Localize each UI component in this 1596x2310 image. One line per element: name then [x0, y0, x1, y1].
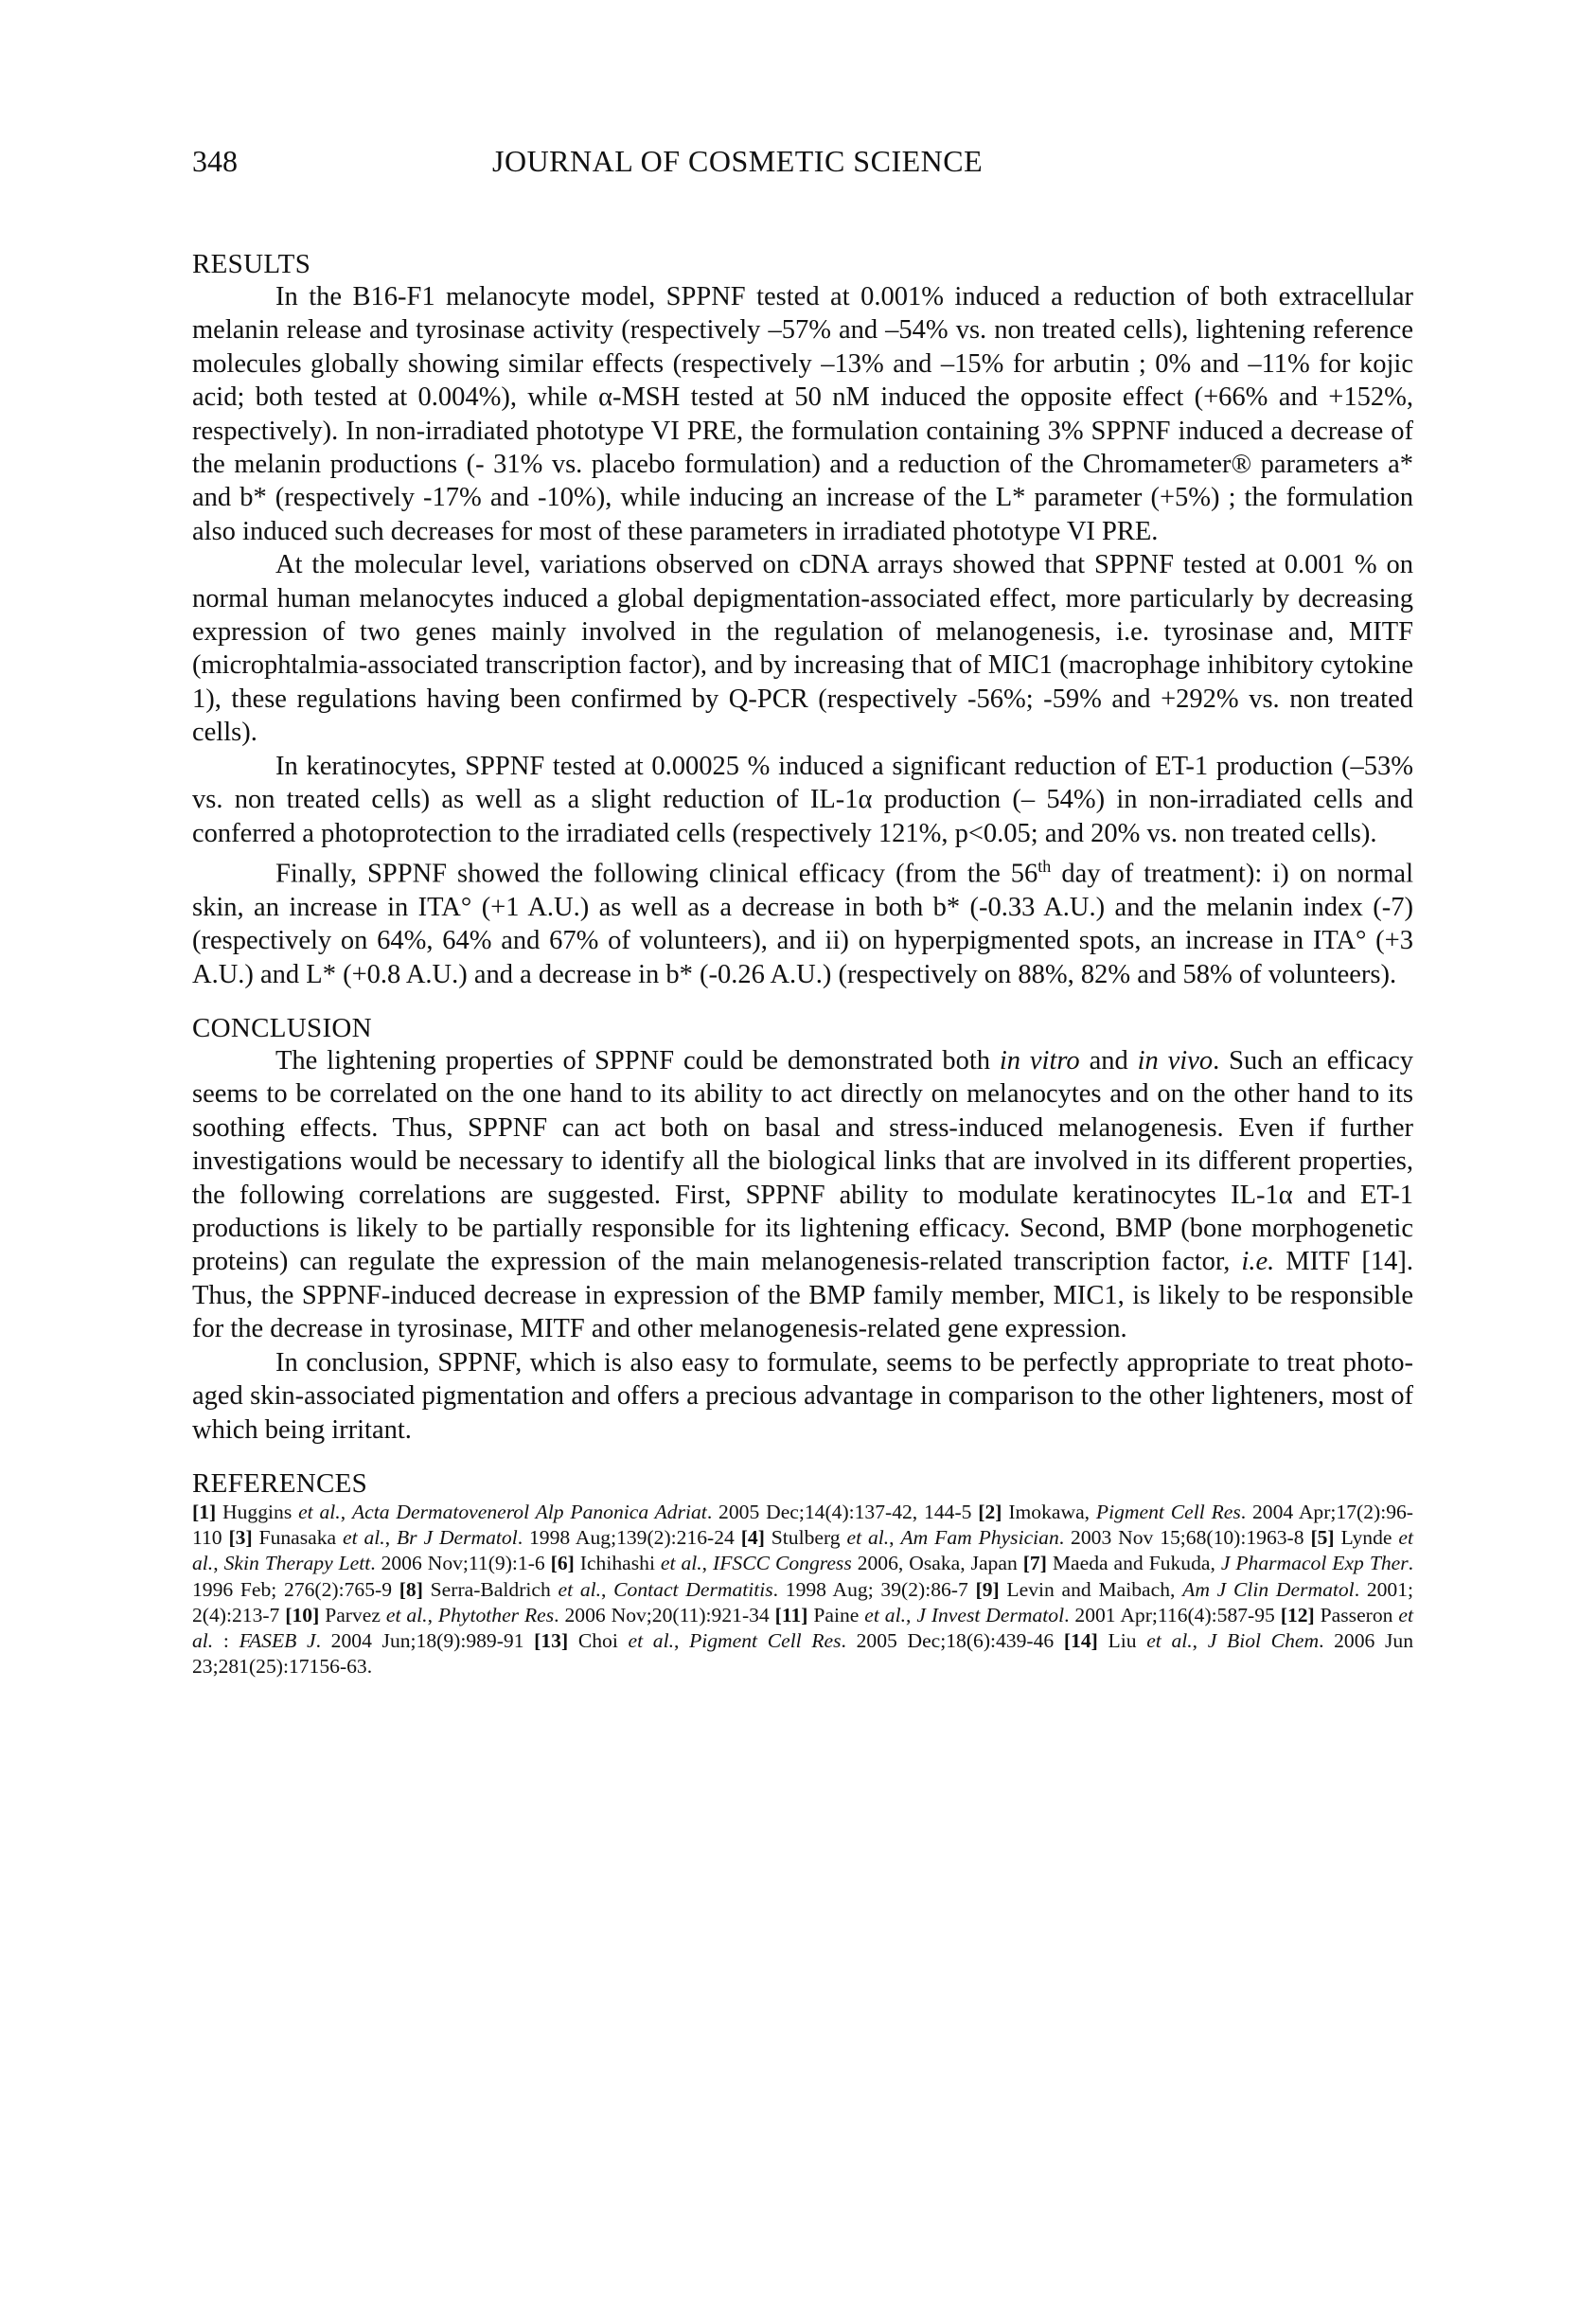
reference-journal: Br J Dermatol — [396, 1526, 518, 1550]
reference-separator: , — [701, 1552, 714, 1575]
reference-authors: Maeda and Fukuda, — [1046, 1552, 1221, 1575]
reference-number: [7] — [1022, 1552, 1047, 1575]
results-heading: RESULTS — [192, 249, 311, 279]
reference-authors: Imokawa, — [1002, 1500, 1096, 1523]
reference-separator: , — [889, 1526, 901, 1550]
reference-authors: Parvez — [319, 1603, 386, 1626]
reference-number: [8] — [399, 1577, 423, 1601]
conclusion-section — [192, 1012, 1413, 1447]
reference-separator: , — [213, 1552, 224, 1575]
reference-journal: J Invest Dermatol — [916, 1603, 1065, 1626]
results-section — [192, 248, 1413, 991]
reference-number: [9] — [975, 1577, 1000, 1601]
reference-et-al: et al. — [385, 1603, 428, 1626]
reference-citation: 2006, Osaka, Japan — [851, 1552, 1023, 1575]
reference-et-al: et al. — [343, 1526, 385, 1550]
reference-journal: Pigment Cell Res — [1095, 1500, 1241, 1523]
reference-journal: Am Fam Physician — [900, 1526, 1059, 1550]
reference-authors: Liu — [1097, 1628, 1147, 1652]
results-paragraph-4 — [192, 850, 1413, 991]
reference-separator: , — [601, 1577, 614, 1601]
article-body — [192, 248, 1413, 1679]
reference-authors: Ichihashi — [574, 1552, 661, 1575]
reference-et-al: et al. — [558, 1577, 602, 1601]
reference-number: [12] — [1280, 1603, 1315, 1626]
reference-separator: , — [905, 1603, 917, 1626]
in-vitro-italic: in vitro — [999, 1046, 1080, 1076]
reference-item — [741, 1526, 1311, 1549]
reference-journal: J Biol Chem — [1207, 1628, 1320, 1652]
reference-number: [13] — [534, 1628, 569, 1652]
reference-citation: . 2006 Nov;20(11):921-34 — [554, 1603, 775, 1626]
conclusion-heading: CONCLUSION — [192, 1013, 372, 1044]
reference-et-al: et al. — [192, 1603, 1413, 1652]
reference-authors: Paine — [807, 1603, 865, 1626]
reference-citation: . 2006 Nov;11(9):1-6 — [370, 1552, 551, 1575]
references-section — [192, 1467, 1413, 1679]
conclusion-p1-text-b: . Such an efficacy seems to be correlated on the one hand to its ability to act directly on melanocytes and on the other hand to its soothing effects. Thus, SPPNF can act both on basal and stress-induced melanogenesis. Even if further investigations would be necessary to identify all the biological links that are involved in its different properties, the following correlations are suggested. First, SPPNF ability to modulate keratinocytes IL-1α and ET-1 productions is likely to be partially responsible for its lightening efficacy. Second, BMP (bone morphogenetic proteins) can regulate the expression of the main melanogenesis-related transcription factor, — [192, 1046, 1413, 1277]
reference-citation: . 2001; 2(4):213-7 — [192, 1577, 1414, 1626]
results-paragraph-2: At the molecular level, variations observed on cDNA arrays showed that SPPNF tested at 0.001 % on normal human melanocytes induced a global depigmentation-associated effect, more particularly by decreasing expression of two genes mainly involved in the regulation of melanogenesis, i.e. tyrosinase and, MITF (microphtalmia-associated transcription factor), and by increasing that of MIC1 (macrophage inhibitory cytokine 1), these regulations having been confirmed by Q-PCR (respectively -56%; -59% and +292% vs. non treated cells). — [192, 550, 1413, 748]
reference-number: [14] — [1063, 1628, 1098, 1652]
reference-et-al: et al. — [192, 1526, 1413, 1575]
reference-citation: . 1998 Aug; 39(2):86-7 — [772, 1577, 976, 1601]
reference-number: [11] — [774, 1603, 808, 1626]
reference-number: [6] — [550, 1552, 575, 1575]
reference-et-al: et al. — [846, 1526, 890, 1550]
reference-item — [551, 1552, 1023, 1574]
reference-separator: , — [1192, 1628, 1208, 1652]
reference-number: [10] — [285, 1603, 320, 1626]
reference-citation: . 2005 Dec;14(4):137-42, 144-5 — [706, 1500, 979, 1523]
references-heading: REFERENCES — [192, 1467, 368, 1499]
reference-number: [4] — [740, 1526, 765, 1550]
reference-item — [192, 1501, 978, 1523]
reference-number: [2] — [978, 1500, 1002, 1523]
reference-citation: . 2005 Dec;18(6):439-46 — [841, 1628, 1064, 1652]
ie-italic: i.e. — [1241, 1247, 1275, 1277]
reference-citation: . 2004 Jun;18(9):989-91 — [315, 1628, 535, 1652]
reference-journal: Pigment Cell Res — [689, 1628, 842, 1652]
reference-authors: Lynde — [1334, 1526, 1399, 1550]
reference-journal: FASEB J — [239, 1628, 316, 1652]
conclusion-p1-text-a: The lightening properties of SPPNF could be demonstrated both — [275, 1046, 1000, 1076]
reference-separator: , — [340, 1500, 352, 1523]
reference-item — [285, 1604, 774, 1626]
reference-citation: . 1998 Aug;139(2):216-24 — [517, 1526, 741, 1550]
reference-journal: Phytother Res — [437, 1603, 555, 1626]
conclusion-paragraph-1 — [192, 1044, 1413, 1346]
results-p4-superscript: th — [1037, 856, 1052, 876]
reference-number: [5] — [1310, 1526, 1335, 1550]
results-p4-text-a: Finally, SPPNF showed the following clinical efficacy (from the 56 — [275, 859, 1038, 889]
reference-citation: . 2004 Apr;17(2):96-110 — [192, 1500, 1413, 1550]
reference-et-al: et al. — [864, 1603, 906, 1626]
reference-journal: Am J Clin Dermatol — [1182, 1577, 1355, 1601]
reference-citation: . 2001 Apr;116(4):587-95 — [1064, 1603, 1281, 1626]
reference-number: [3] — [228, 1526, 253, 1550]
reference-et-al: et al. — [628, 1628, 674, 1652]
results-p4-text-b: day of treatment): i) on normal skin, an increase in ITA° (+1 A.U.) as well as a decrease in both b* (-0.33 A.U.) and the melanin index (-7) (respectively on 64%, 64% and 67% of volunteers), and ii) on hyperpigmented spots, an increase in ITA° (+3 A.U.) and L* (+0.8 A.U.) and a decrease in b* (-0.26 A.U.) (respectively on 88%, 82% and 58% of volunteers). — [192, 859, 1413, 989]
reference-journal: J Pharmacol Exp Ther — [1220, 1552, 1409, 1575]
reference-authors: Stulberg — [764, 1526, 847, 1550]
reference-et-al: et al. — [298, 1500, 341, 1523]
in-vivo-italic: in vivo — [1137, 1046, 1214, 1076]
reference-item — [399, 1578, 976, 1601]
reference-et-al: et al. — [660, 1552, 702, 1575]
reference-item — [534, 1629, 1064, 1652]
reference-item — [775, 1604, 1281, 1626]
references-list — [192, 1500, 1413, 1679]
running-head-journal-title: JOURNAL OF COSMETIC SCIENCE — [492, 144, 984, 178]
reference-authors: Passeron — [1314, 1603, 1399, 1626]
reference-authors: Choi — [568, 1628, 629, 1652]
reference-authors: Serra-Baldrich — [422, 1577, 559, 1601]
reference-citation: . 2003 Nov 15;68(10):1963-8 — [1058, 1526, 1311, 1550]
reference-separator: , — [427, 1603, 438, 1626]
reference-number: [1] — [192, 1500, 217, 1523]
results-paragraph-3: In keratinocytes, SPPNF tested at 0.00025 % induced a significant reduction of ET-1 production (–53% vs. non treated cells) as well as a slight reduction of IL-1α production (– 54%) in non-irradiated cells and conferred a photoprotection to the irradiated cells (respectively 121%, p<0.05; and 20% vs. non treated cells). — [192, 751, 1413, 848]
reference-journal: Skin Therapy Lett — [223, 1552, 371, 1575]
reference-authors: Levin and Maibach, — [999, 1577, 1183, 1601]
reference-separator: , — [673, 1628, 690, 1652]
reference-separator: : — [213, 1628, 239, 1652]
reference-separator: , — [384, 1526, 397, 1550]
reference-journal: Acta Dermatovenerol Alp Panonica Adriat — [351, 1500, 707, 1523]
reference-authors: Funasaka — [252, 1526, 344, 1550]
reference-et-al: et al. — [1146, 1628, 1193, 1652]
reference-authors: Huggins — [216, 1500, 299, 1523]
reference-item — [228, 1526, 740, 1549]
reference-citation: . 2006 Jun 23;281(25):17156-63. — [192, 1628, 1413, 1679]
reference-journal: Contact Dermatitis — [613, 1577, 773, 1601]
conclusion-p1-text-c: MITF [14]. Thus, the SPPNF-induced decrease in expression of the BMP family member, MIC1, is likely to be responsible for the decrease in tyrosinase, MITF and other melanogenesis-related gene expression. — [192, 1247, 1413, 1344]
reference-citation: . 1996 Feb; 276(2):765-9 — [192, 1552, 1414, 1601]
conclusion-p1-and: and — [1079, 1046, 1138, 1076]
results-paragraph-1: In the B16-F1 melanocyte model, SPPNF tested at 0.001% induced a reduction of both extracellular melanin release and tyrosinase activity (respectively –57% and –54% vs. non treated cells), lightening reference molecules globally showing similar effects (respectively –13% and –15% for arbutin ; 0% and –11% for kojic acid; both tested at 0.004%), while α-MSH tested at 50 nM induced the opposite effect (+66% and +152%, respectively). In non-irradiated phototype VI PRE, the formulation containing 3% SPPNF induced a decrease of the melanin productions (- 31% vs. placebo formulation) and a reduction of the Chromameter® parameters a* and b* (respectively -17% and -10%), while inducing an increase of the L* parameter (+5%) ; the formulation also induced such decreases for most of these parameters in irradiated phototype VI PRE. — [192, 282, 1413, 546]
page-number: 348 — [192, 144, 238, 178]
reference-journal: IFSCC Congress — [713, 1552, 852, 1575]
conclusion-paragraph-2: In conclusion, SPPNF, which is also easy to formulate, seems to be perfectly appropriate to treat photo-aged skin-associated pigmentation and offers a precious advantage in comparison to the other lighteners, most of which being irritant. — [192, 1347, 1413, 1445]
